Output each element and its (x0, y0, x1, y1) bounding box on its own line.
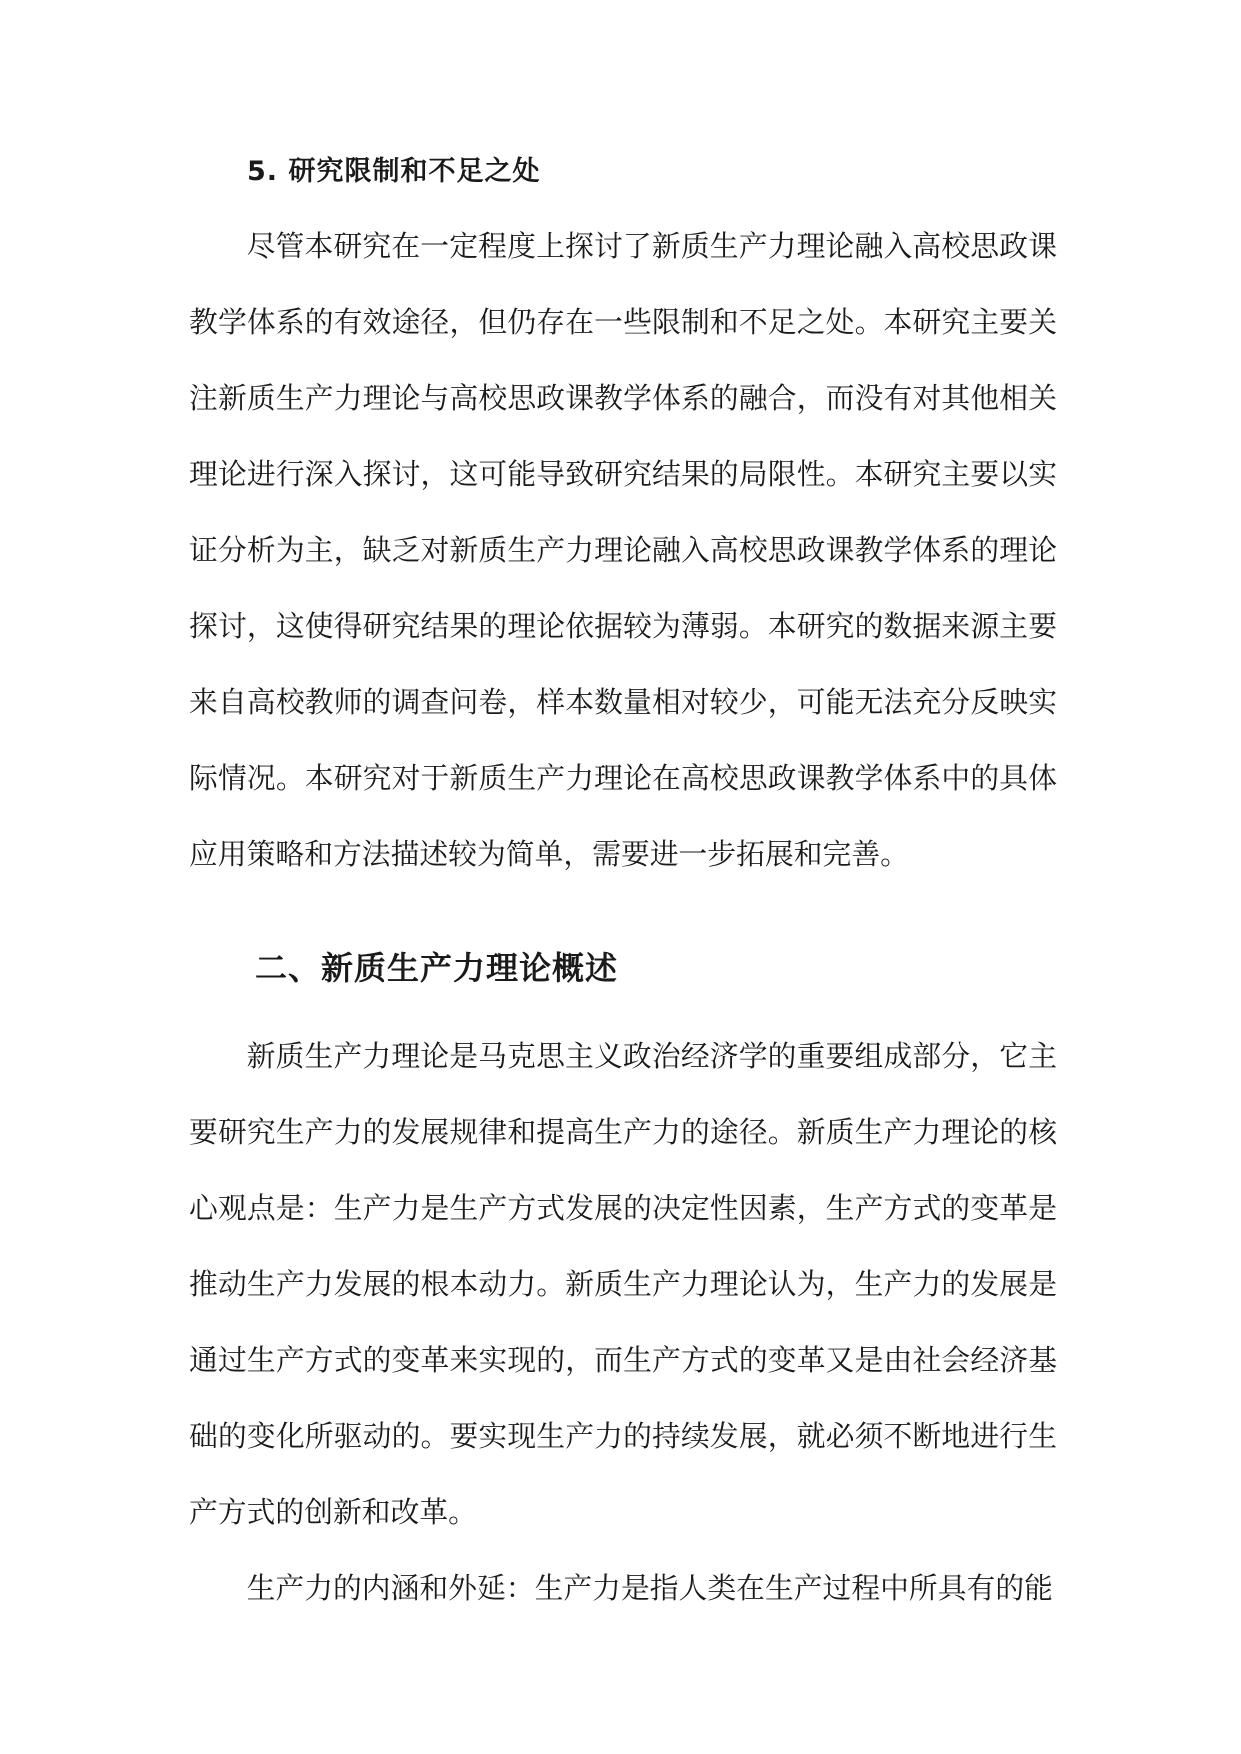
section-paragraph: 尽管本研究在一定程度上探讨了新质生产力理论融入高校思政课教学体系的有效途径，但仍存在一些限制和不足之处。本研究主要关注新质生产力理论与高校思政课教学体系的融合，而没有对其他相关理论进行深入探讨，这可能导致研究结果的局限性。本研究主要以实证分析为主，缺乏对新质生产力理论融入高校思政课教学体系的理论探讨，这使得研究结果的理论依据较为薄弱。本研究的数据来源主要来自高校教师的调查问卷，样本数量相对较少，可能无法充分反映实际情况。本研究对于新质生产力理论在高校思政课教学体系中的具体应用策略和方法描述较为简单，需要进一步拓展和完善。 (189, 229, 1057, 871)
chapter-paragraph-1: 新质生产力理论是马克思主义政治经济学的重要组成部分，它主要研究生产力的发展规律和提高生产力的途径。新质生产力理论的核心观点是：生产力是生产方式发展的决定性因素，生产方式的变革是推动生产力发展的根本动力。新质生产力理论认为，生产力的发展是通过生产方式的变革来实现的，而生产方式的变革又是由社会经济基础的变化所驱动的。要实现生产力的持续发展，就必须不断地进行生产方式的创新和改革。 (189, 1039, 1057, 1529)
section-heading: 5. 研究限制和不足之处 (247, 156, 541, 187)
chapter-heading: 二、新质生产力理论概述 (255, 949, 619, 987)
chapter-paragraph-2: 生产力的内涵和外延：生产力是指人类在生产过程中所具有的能 (246, 1571, 1053, 1605)
